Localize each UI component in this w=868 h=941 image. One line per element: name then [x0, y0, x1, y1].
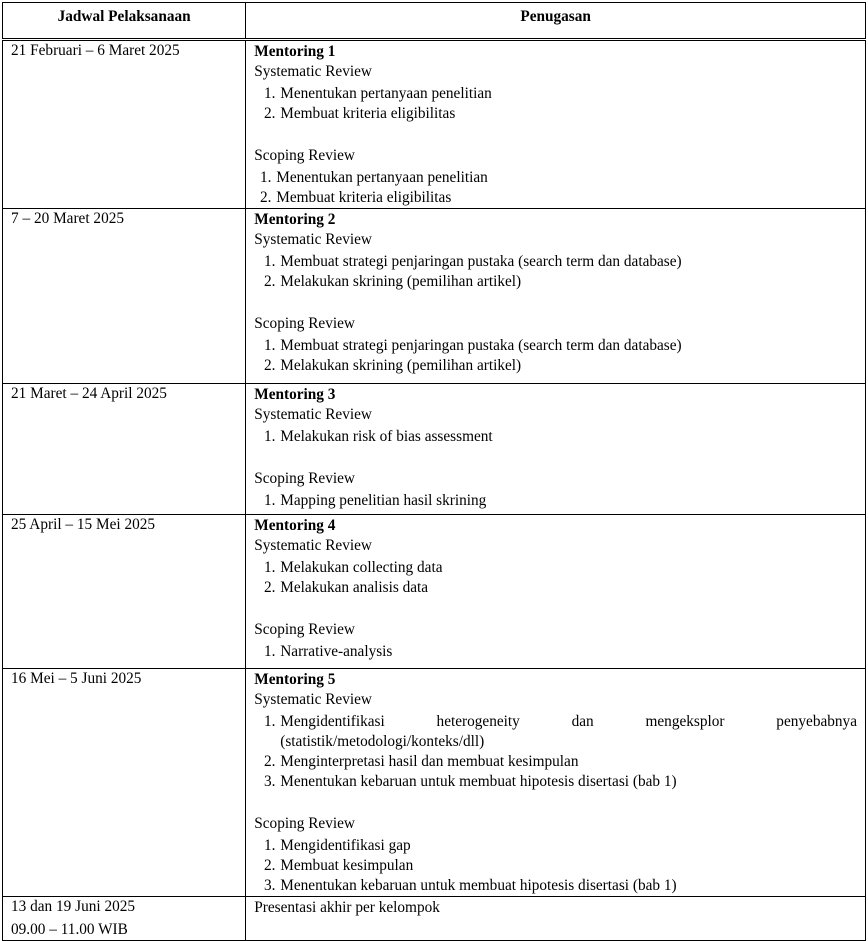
list-item: 3. Menentukan kebaruan untuk membuat hipotesis disertasi (bab 1) [279, 876, 865, 896]
mentoring-title: Mentoring 1 [254, 43, 336, 60]
task-cell [246, 515, 866, 669]
list-item: 1. Mapping penelitian hasil skrining [279, 491, 865, 511]
schedule-cell [3, 40, 246, 209]
mentoring-title: Mentoring 5 [254, 671, 336, 688]
list-item: 1. Mengidentifikasi gap [279, 836, 865, 856]
scoping-list [254, 491, 865, 511]
mentoring-title: Mentoring 4 [254, 517, 336, 534]
table-row [3, 669, 866, 897]
schedule-cell [3, 897, 246, 941]
task-cell [246, 40, 866, 209]
scoping-label: Scoping Review [254, 621, 355, 638]
mentoring-title: Mentoring 2 [254, 211, 336, 228]
systematic-list [254, 712, 865, 792]
systematic-label: Systematic Review [254, 63, 372, 80]
schedule-text: 7 – 20 Maret 2025 [11, 210, 125, 227]
list-item: 1. Melakukan risk of bias assessment [279, 427, 865, 447]
schedule-text: 21 Februari – 6 Maret 2025 [11, 42, 180, 59]
task-cell [246, 384, 866, 515]
list-item: 2. Melakukan analisis data [279, 578, 865, 598]
list-item: 1. Membuat strategi penjaringan pustaka (search term dan database) [279, 252, 865, 272]
list-item: 1. Membuat strategi penjaringan pustaka (search term dan database) [279, 336, 865, 356]
list-item: 2. Membuat kriteria eligibilitas [279, 104, 865, 124]
scoping-label: Scoping Review [254, 147, 355, 164]
mentoring-title: Mentoring 3 [254, 386, 336, 403]
schedule-text: 25 April – 15 Mei 2025 [11, 516, 156, 533]
scoping-list [254, 168, 865, 208]
schedule-cell [3, 669, 246, 897]
schedule-text: 21 Maret – 24 April 2025 [11, 385, 167, 402]
schedule-cell [3, 209, 246, 384]
schedule-cell [3, 515, 246, 669]
table-row [3, 209, 866, 384]
schedule-time: 09.00 – 11.00 WIB [11, 921, 128, 938]
table-row [3, 384, 866, 515]
systematic-list [254, 84, 865, 124]
table-row [3, 40, 866, 209]
list-item: 3. Menentukan kebaruan untuk membuat hipotesis disertasi (bab 1) [279, 772, 857, 792]
header-row [3, 3, 866, 40]
list-item-text: 1. Mengidentifikasi heterogeneity dan mengeksplor penyebabnya (statistik/metodologi/konteks/dll) [280, 713, 857, 750]
list-item: 2. Membuat kesimpulan [279, 856, 865, 876]
list-item: 2. Melakukan skrining (pemilihan artikel) [279, 272, 865, 292]
list-item: 1. Melakukan collecting data [279, 558, 865, 578]
schedule-date: 13 dan 19 Juni 2025 [11, 898, 136, 915]
systematic-list [254, 252, 865, 292]
schedule-table [2, 2, 866, 941]
systematic-label: Systematic Review [254, 231, 372, 248]
task-cell [246, 897, 866, 941]
task-cell [246, 209, 866, 384]
list-item: 1. Menentukan pertanyaan penelitian [279, 84, 865, 104]
list-item: 1. Menentukan pertanyaan penelitian [275, 168, 865, 188]
table-row [3, 897, 866, 941]
header-penugasan: Penugasan [246, 3, 866, 40]
systematic-label: Systematic Review [254, 406, 372, 423]
scoping-list [254, 336, 865, 376]
list-item: 2. Menginterpretasi hasil dan membuat kesimpulan [279, 752, 857, 772]
scoping-label: Scoping Review [254, 470, 355, 487]
task-text: Presentasi akhir per kelompok [254, 899, 440, 916]
scoping-list [254, 836, 865, 896]
table-row [3, 515, 866, 669]
header-jadwal: Jadwal Pelaksanaan [3, 3, 246, 40]
systematic-list [254, 558, 865, 598]
systematic-label: Systematic Review [254, 537, 372, 554]
systematic-list [254, 427, 865, 447]
scoping-label: Scoping Review [254, 815, 355, 832]
schedule-text: 16 Mei – 5 Juni 2025 [11, 670, 142, 687]
list-item: 1. Narrative-analysis [279, 642, 865, 662]
schedule-cell [3, 384, 246, 515]
list-item: 2. Melakukan skrining (pemilihan artikel) [279, 356, 865, 376]
scoping-label: Scoping Review [254, 315, 355, 332]
list-item: 2. Membuat kriteria eligibilitas [275, 188, 865, 208]
scoping-list [254, 642, 865, 662]
systematic-label: Systematic Review [254, 691, 372, 708]
list-item [279, 712, 857, 752]
task-cell [246, 669, 866, 897]
